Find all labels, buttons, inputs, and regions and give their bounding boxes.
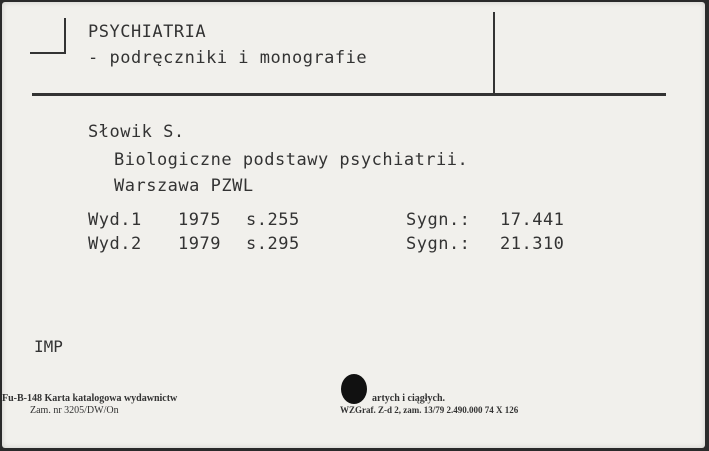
header-rule bbox=[32, 93, 666, 96]
footer-printer: WZGraf. Z-d 2, zam. 13/79 2.490.000 74 X 126 bbox=[340, 405, 519, 415]
edition-pages: s.295 bbox=[246, 234, 300, 254]
punch-hole bbox=[341, 374, 367, 404]
footer-order: Zam. nr 3205/DW/On bbox=[30, 405, 119, 416]
edition-label: Wyd.1 bbox=[88, 210, 142, 230]
edition-year: 1975 bbox=[178, 210, 221, 230]
footer-form-id-cont: artych i ciągłych. bbox=[372, 393, 446, 404]
imp-mark: IMP bbox=[34, 337, 63, 356]
edition-label: Wyd.2 bbox=[88, 234, 142, 254]
subject-subheading: - podręczniki i monografie bbox=[88, 48, 368, 68]
subject-heading: PSYCHIATRIA bbox=[88, 22, 207, 42]
footer-form-id: Fu-B-148 Karta katalogowa wydawnictw bbox=[2, 393, 178, 404]
signature-label: Sygn.: bbox=[406, 210, 471, 230]
edition-pages: s.255 bbox=[246, 210, 300, 230]
publisher: Warszawa PZWL bbox=[114, 176, 254, 196]
catalog-card bbox=[2, 2, 705, 448]
signature-label: Sygn.: bbox=[406, 234, 471, 254]
author: Słowik S. bbox=[88, 122, 185, 142]
book-title: Biologiczne podstawy psychiatrii. bbox=[114, 150, 469, 170]
signature-number: 21.310 bbox=[500, 234, 565, 254]
edition-year: 1979 bbox=[178, 234, 221, 254]
signature-number: 17.441 bbox=[500, 210, 565, 230]
header-vertical-divider bbox=[493, 12, 495, 94]
corner-mark-horizontal bbox=[30, 52, 66, 54]
corner-mark-vertical bbox=[64, 18, 66, 54]
